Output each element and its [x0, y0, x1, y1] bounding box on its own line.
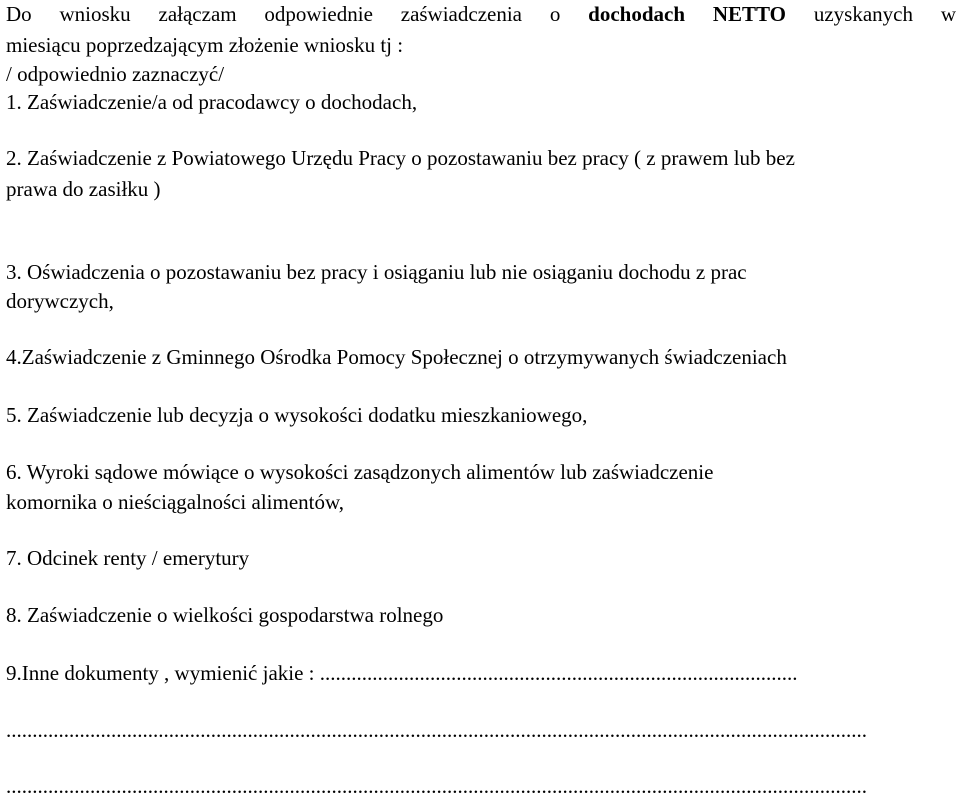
intro-text-start: Do wniosku załączam odpowiednie zaświadczenia o	[6, 2, 589, 26]
item-7: 7. Odcinek renty / emerytury	[6, 546, 250, 570]
intro-text-end: uzyskanych w	[786, 2, 956, 26]
item-5: 5. Zaświadczenie lub decyzja o wysokości dodatku mieszkaniowego,	[6, 403, 588, 427]
blank-fill-line-1: ....................................................................................................................................................................	[6, 718, 867, 742]
intro-line-1	[6, 2, 956, 26]
intro-line-3: / odpowiednio zaznaczyć/	[6, 62, 225, 86]
item-8: 8. Zaświadczenie o wielkości gospodarstwa rolnego	[6, 603, 444, 627]
item-6-line-2: komornika o nieściągalności alimentów,	[6, 490, 345, 514]
item-9-fill-line: 9.Inne dokumenty , wymienić jakie : ...........................................................................................	[6, 661, 798, 685]
item-4: 4.Zaświadczenie z Gminnego Ośrodka Pomocy Społecznej o otrzymywanych świadczeniach	[6, 345, 787, 369]
item-1: 1. Zaświadczenie/a od pracodawcy o dochodach,	[6, 90, 418, 114]
item-2-line-2: prawa do zasiłku )	[6, 177, 161, 201]
blank-fill-line-2: ....................................................................................................................................................................	[6, 774, 867, 798]
intro-bold-text: dochodach NETTO	[588, 2, 787, 26]
item-3-line-1: 3. Oświadczenia o pozostawaniu bez pracy i osiąganiu lub nie osiąganiu dochodu z prac	[6, 260, 747, 284]
item-3-line-2: dorywczych,	[6, 289, 114, 313]
item-6-line-1: 6. Wyroki sądowe mówiące o wysokości zasądzonych alimentów lub zaświadczenie	[6, 460, 714, 484]
intro-line-2: miesiącu poprzedzającym złożenie wniosku tj :	[6, 33, 404, 57]
item-2-line-1: 2. Zaświadczenie z Powiatowego Urzędu Pracy o pozostawaniu bez pracy ( z prawem lub bez	[6, 146, 795, 170]
